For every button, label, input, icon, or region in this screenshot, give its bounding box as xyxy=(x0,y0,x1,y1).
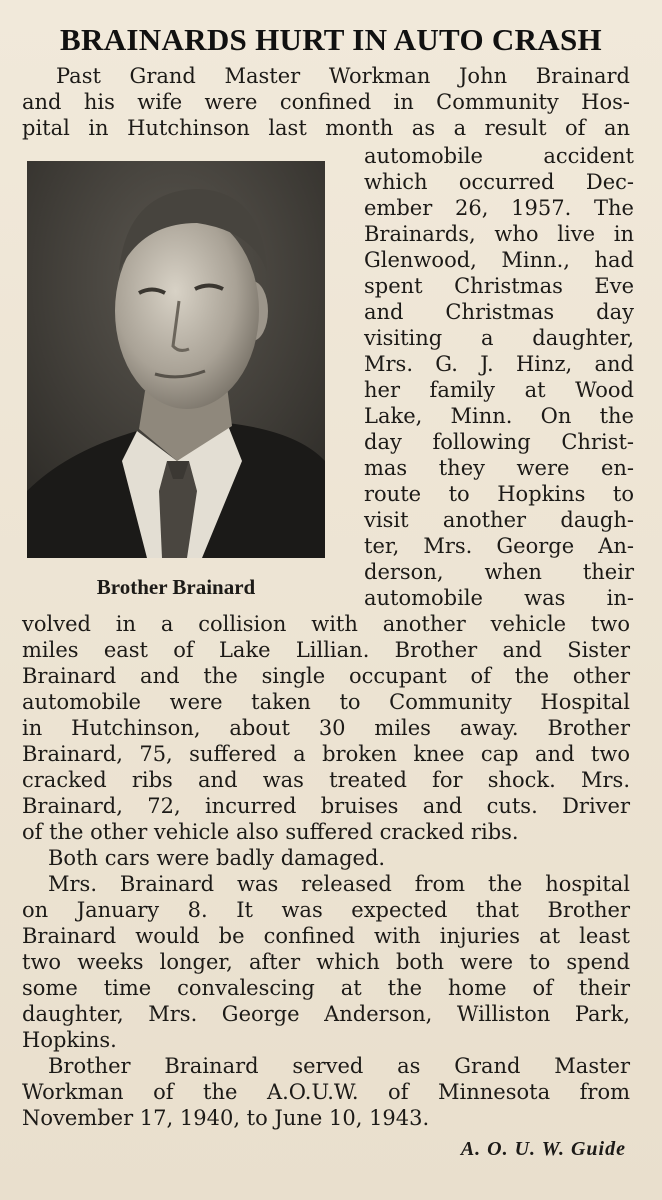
body-line: Both cars were badly damaged. xyxy=(48,846,386,870)
body-line: Brainard, 75, suffered a broken knee cap and two xyxy=(22,742,630,766)
body-line: Brainards, who live in xyxy=(364,222,634,246)
body-line: derson, when their xyxy=(364,560,634,584)
body-line: some time convalescing at the home of their xyxy=(22,976,630,1000)
body-line: two weeks longer, after which both were to spend xyxy=(22,950,630,974)
body-line: Brainard, 72, incurred bruises and cuts. Driver xyxy=(22,794,630,818)
body-line: November 17, 1940, to June 10, 1943. xyxy=(22,1106,430,1130)
body-line: automobile accident xyxy=(364,144,634,168)
portrait-photo-image xyxy=(27,161,325,558)
body-line: volved in a collision with another vehicle two xyxy=(22,612,630,636)
body-line: in Hutchinson, about 30 miles away. Brother xyxy=(22,716,630,740)
body-line: Mrs. Brainard was released from the hospital xyxy=(48,872,630,896)
body-line: her family at Wood xyxy=(364,378,634,402)
body-line: and his wife were confined in Community Hos- xyxy=(22,90,630,114)
body-line: daughter, Mrs. George Anderson, Williston Park, xyxy=(22,1002,630,1026)
body-line: day following Christ- xyxy=(364,430,634,454)
photo-caption: Brother Brainard xyxy=(96,575,256,599)
body-line: Glenwood, Minn., had xyxy=(364,248,634,272)
body-line: Mrs. G. J. Hinz, and xyxy=(364,352,634,376)
body-line: mas they were en- xyxy=(364,456,634,480)
body-line: Past Grand Master Workman John Brainard xyxy=(56,64,630,88)
body-line: automobile was in- xyxy=(364,586,634,610)
body-line: Workman of the A.O.U.W. of Minnesota from xyxy=(22,1080,630,1104)
body-line: of the other vehicle also suffered cracked ribs. xyxy=(22,820,519,844)
body-line: cracked ribs and was treated for shock. Mrs. xyxy=(22,768,630,792)
body-line: automobile were taken to Community Hospital xyxy=(22,690,630,714)
body-line: visit another daugh- xyxy=(364,508,634,532)
body-line: Brainard would be confined with injuries at least xyxy=(22,924,630,948)
body-line: on January 8. It was expected that Brother xyxy=(22,898,630,922)
body-line: spent Christmas Eve xyxy=(364,274,634,298)
body-line: Brother Brainard served as Grand Master xyxy=(48,1054,630,1078)
body-line: miles east of Lake Lillian. Brother and Sister xyxy=(22,638,630,662)
body-line: ember 26, 1957. The xyxy=(364,196,634,220)
source-credit: A. O. U. W. Guide xyxy=(460,1138,626,1160)
body-line: route to Hopkins to xyxy=(364,482,634,506)
body-line: and Christmas day xyxy=(364,300,634,324)
body-line: ter, Mrs. George An- xyxy=(364,534,634,558)
portrait-photo xyxy=(27,161,325,558)
body-line: visiting a daughter, xyxy=(364,326,634,350)
headline: BRAINARDS HURT IN AUTO CRASH xyxy=(60,22,602,57)
body-line: Lake, Minn. On the xyxy=(364,404,634,428)
body-line: which occurred Dec- xyxy=(364,170,634,194)
body-line: Hopkins. xyxy=(22,1028,117,1052)
body-line: Brainard and the single occupant of the other xyxy=(22,664,630,688)
body-line: pital in Hutchinson last month as a result of an xyxy=(22,116,630,140)
